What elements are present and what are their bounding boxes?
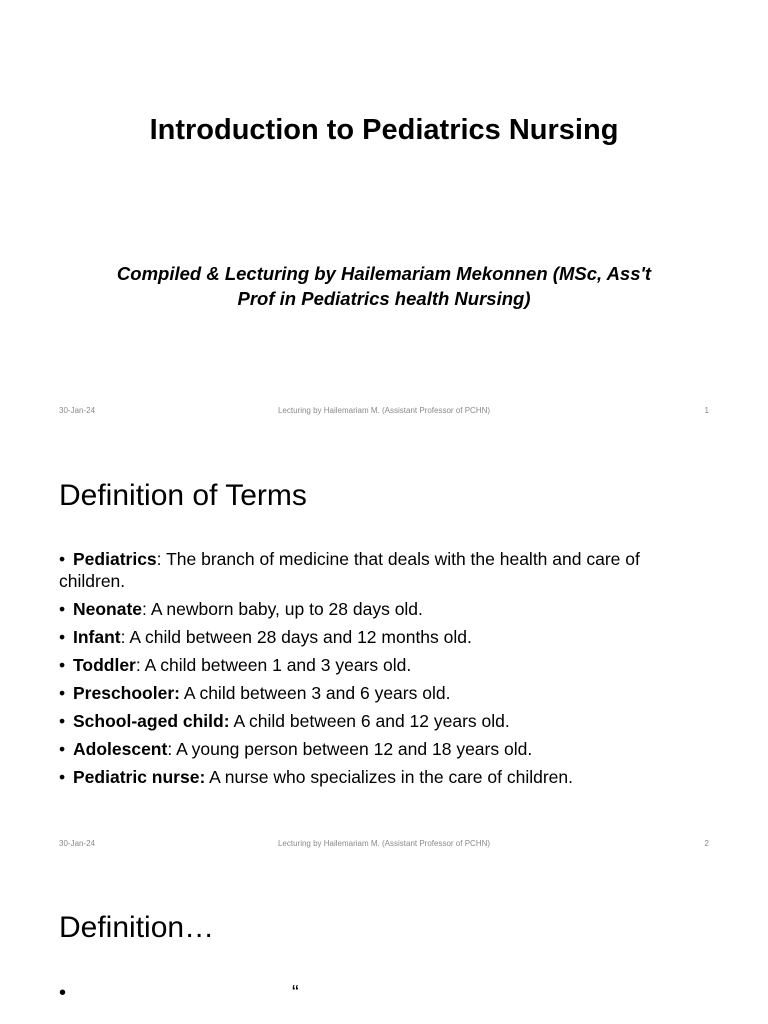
bullet: •: [59, 599, 66, 619]
bullet: •: [59, 627, 66, 647]
term-definition: A child between 28 days and 12 months old.: [125, 627, 472, 647]
term-separator: :: [142, 599, 147, 619]
term-item: [59, 682, 709, 704]
term-name: Adolescent: [73, 739, 168, 759]
subtitle-line-2: Prof in Pediatrics health Nursing): [237, 288, 531, 309]
slide-1-subtitle: [90, 261, 678, 311]
term-item: [59, 738, 709, 760]
footer-lecturer: Lecturing by Hailemariam M. (Assistant Professor of PCHN): [277, 406, 491, 415]
term-name: Infant: [73, 627, 121, 647]
bullet: •: [59, 767, 66, 787]
term-definition: A child between 3 and 6 years old.: [179, 683, 451, 703]
term-definition: A child between 6 and 12 years old.: [229, 711, 510, 731]
term-separator: :: [135, 655, 141, 675]
term-name: Pediatric nurse:: [73, 767, 206, 787]
term-separator: :: [156, 549, 162, 569]
bullet: •: [59, 739, 66, 759]
term-item: [59, 766, 709, 788]
slide-2-heading: Definition of Terms: [59, 479, 307, 512]
term-definition: A young person between 12 and 18 years old.: [172, 739, 533, 759]
footer-date: 30-Jan-24: [59, 839, 96, 848]
term-name: Preschooler:: [73, 683, 180, 703]
term-separator: :: [120, 627, 126, 647]
footer-page-number: 1: [704, 406, 709, 415]
term-definition: A child between 1 and 3 years old.: [140, 655, 412, 675]
slide-2-footer: [0, 837, 768, 851]
slide-1-title: Introduction to Pediatrics Nursing: [149, 114, 619, 146]
term-item: [59, 710, 709, 732]
term-separator: :: [167, 739, 173, 759]
terms-list: [59, 548, 709, 794]
term-name: School-aged child:: [73, 711, 230, 731]
slide-3: [0, 864, 768, 1024]
bullet: •: [59, 683, 66, 703]
footer-date: 30-Jan-24: [59, 406, 96, 415]
slide-1-footer: [0, 404, 768, 418]
term-name: Toddler: [73, 655, 136, 675]
slide-1: [0, 0, 768, 432]
term-definition: A nurse who specializes in the care of children.: [205, 767, 573, 787]
term-item: [59, 598, 709, 620]
opening-quote: “: [292, 982, 299, 1004]
term-definition: The branch of medicine that deals with the health and care of children.: [59, 549, 640, 591]
bullet: •: [59, 655, 66, 675]
bullet: •: [59, 711, 66, 731]
term-definition: A newborn baby, up to 28 days old.: [146, 599, 423, 619]
slide-2: [0, 432, 768, 864]
footer-lecturer: Lecturing by Hailemariam M. (Assistant Professor of PCHN): [277, 839, 491, 848]
term-item: [59, 548, 709, 592]
term-name: Neonate: [73, 599, 143, 619]
subtitle-line-1: Compiled & Lecturing by Hailemariam Mekonnen (MSc, Ass't: [116, 263, 652, 284]
term-item: [59, 626, 709, 648]
term-name: Pediatrics: [73, 549, 157, 569]
slide-3-heading: Definition…: [59, 911, 215, 944]
term-item: [59, 654, 709, 676]
bullet: •: [59, 982, 67, 1004]
footer-page-number: 2: [704, 839, 709, 848]
bullet: •: [59, 549, 66, 569]
